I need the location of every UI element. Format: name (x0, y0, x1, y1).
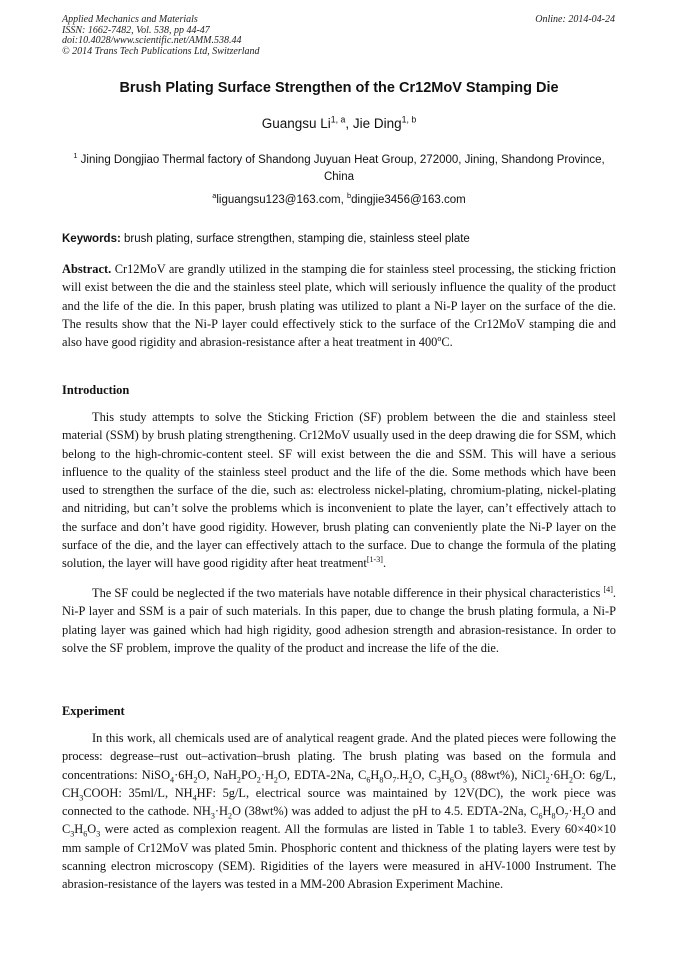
affiliation (62, 152, 616, 186)
abstract-end: C. (441, 335, 453, 350)
abstract (62, 260, 616, 351)
keywords (62, 233, 616, 245)
experiment-paragraph (62, 729, 616, 894)
exp-text: O: 6g/L, CH (62, 767, 616, 800)
exp-text: ·H (568, 804, 582, 819)
email-a: liguangsu123@163.com (216, 194, 341, 206)
intro-p2-text-b: . Ni-P layer and SSM is a pair of such materials. In this paper, due to change the brush plating formula, a Ni-P plating layer was gained which had high rigidity, good adhesion strength and abrasion-resistance. In order to solve the SF problem, improve the quality of the product and increase the life of the die. (62, 586, 616, 655)
online-date-text: Online: 2014-04-24 (535, 14, 615, 25)
introduction-paragraph-2 (62, 584, 616, 657)
exp-sub: 2 (408, 775, 413, 785)
exp-text: were acted as complexion reagent. All the formulas are listed in Table 1 to table3. Every 60×40×10 mm sample of Cr12MoV was plated 5min. Phosphoric content and thickness of the plating layers were test by scanning electron microscopy (SEM). Rigidities of the layers were measured in aHV-1000 Instrument. The abrasion-resistance of the layers was tested in a MM-200 Abrasion Experiment Machine. (62, 822, 616, 892)
author-2-name: Jie Ding (352, 116, 402, 131)
author-separator: , (345, 116, 353, 131)
affiliation-text: Jining Dongjiao Thermal factory of Shandong Juyuan Heat Group, 272000, Jining, Shandong Province, China (77, 154, 605, 183)
author-1-sup: 1, a (330, 114, 346, 125)
intro-p1-end: . (382, 556, 387, 571)
exp-sub: 8 (379, 775, 384, 785)
exp-text: O (555, 804, 565, 819)
exp-sub: 4 (192, 793, 197, 803)
abstract-text: Cr12MoV are grandly utilized in the stamping die for stainless steel processing, the sticking friction will exist between the die and the stainless steel plate, which will seriously influence the quality of the product and the life of the die. In this paper, brush plating was utilized to plant a Ni-P layer on the surface of the die. The results show that the Ni-P layer could effectively stick to the surface of the Cr12MoV stamping die and also have good rigidity and abrasion-resistance after a heat treatment in 400 (62, 262, 616, 350)
issn-line: ISSN: 1662-7482, Vol. 538, pp 44-47 (62, 24, 210, 36)
exp-text: ·H (260, 767, 274, 782)
abstract-label: Abstract. (62, 262, 112, 276)
exp-text: ·6H (174, 767, 194, 782)
exp-sub: 8 (551, 811, 556, 821)
exp-text: O, EDTA-2Na, C (277, 767, 367, 782)
exp-sub: 2 (273, 775, 278, 785)
exp-text: ·6H (549, 767, 569, 782)
exp-sub: 2 (193, 775, 198, 785)
journal-name: Applied Mechanics and Materials (62, 14, 198, 25)
exp-text: .H (396, 767, 409, 782)
email-a-sup: a (212, 191, 217, 201)
exp-text: O (383, 767, 393, 782)
exp-sub: 3 (210, 811, 215, 821)
exp-sub: 7 (564, 811, 569, 821)
intro-p2-ref: [4] (603, 584, 613, 594)
email-b: dingjie3456@163.com (351, 194, 466, 206)
exp-sub: 4 (170, 775, 175, 785)
exp-sub: 7 (392, 775, 397, 785)
exp-text: H (370, 767, 380, 782)
exp-text: H (542, 804, 552, 819)
exp-text: O and C (62, 804, 616, 837)
journal-header (62, 15, 260, 57)
email-line (0, 191, 678, 206)
author-line (0, 116, 678, 131)
exp-sub: 2 (568, 775, 573, 785)
intro-p1-text: This study attempts to solve the Sticking Friction (SF) problem between the die and stainless steel material (SSM) by brush plating strengthening. Cr12MoV usually used in the deep drawing die for SSM, which belong to the high-chromic-content steel. SF will exist between the die and SSM. This will have a serious influence to the quality of the stainless steel product and the life of the die. Some methods which have been used to strengthen the surface of the die, such as: electroless nickel-plating, chromium-plating, nickel-plating and nitriding, but can’t solve the problems which is inconvenient to plate the layer, can’t effectively attach to the surface and don’t have good rigidity. However, brush plating can conveniently plate the Ni-P layer on the surface of the die, and the layer can effectively attach to the surface. Due to change the formula of the plating solution, the layer will have good rigidity after heat treatment (62, 410, 616, 571)
exp-text: O (453, 767, 463, 782)
exp-text: PO (240, 767, 257, 782)
email-b-sup: b (346, 191, 352, 201)
exp-sub: 6 (538, 811, 543, 821)
exp-sub: 6 (449, 775, 454, 785)
exp-sub: 3 (462, 775, 467, 785)
exp-sub: 2 (545, 775, 550, 785)
paper-title: Brush Plating Surface Strengthen of the Cr12MoV Stamping Die (119, 80, 559, 96)
intro-p1-ref: [1-3] (366, 555, 383, 565)
exp-sub: 2 (581, 811, 586, 821)
exp-text: HF: 5g/L, electrical source was maintained by 12V(DC), the work piece was connected to the cathode. NH (62, 785, 616, 819)
exp-text: O, C (412, 767, 437, 782)
copyright-line: © 2014 Trans Tech Publications Ltd, Switzerland (62, 45, 260, 57)
author-2-sup: 1, b (401, 114, 417, 125)
doi-line: doi:10.4028/www.scientific.net/AMM.538.44 (62, 35, 242, 46)
exp-text: H (74, 822, 84, 837)
introduction-paragraph-1 (62, 408, 616, 573)
online-date (535, 15, 615, 26)
exp-text: COOH: 35ml/L, NH (83, 785, 193, 800)
intro-p2-text-a: The SF could be neglected if the two materials have notable difference in their physical characteristics (92, 586, 604, 600)
email-separator: , (340, 194, 347, 206)
exp-sub: 2 (256, 775, 261, 785)
exp-text: In this work, all chemicals used are of analytical reagent grade. And the plated pieces were following the process: degrease–rust out–activation–brush plating. The brush plating was based on the formula and concentrations: NiSO (62, 731, 616, 782)
author-1-name: Guangsu Li (261, 116, 331, 131)
exp-text: (88wt%), NiCl (466, 767, 546, 782)
exp-text: O, NaH (197, 767, 237, 782)
exp-sub: 2 (236, 775, 241, 785)
experiment-heading: Experiment (62, 704, 125, 718)
exp-sub: 3 (96, 829, 101, 839)
abstract-degree-sup: o (437, 334, 442, 344)
exp-sub: 2 (227, 811, 232, 821)
exp-text: H (440, 767, 450, 782)
exp-text: O (87, 822, 97, 837)
keywords-label: Keywords: (62, 233, 121, 245)
exp-sub: 3 (70, 829, 75, 839)
keywords-text: brush plating, surface strengthen, stamping die, stainless steel plate (120, 233, 470, 245)
exp-text: ·H (214, 804, 228, 819)
exp-sub: 6 (366, 775, 371, 785)
exp-sub: 6 (83, 829, 88, 839)
affiliation-sup: 1 (73, 151, 78, 161)
exp-sub: 3 (436, 775, 441, 785)
introduction-heading: Introduction (62, 383, 130, 397)
exp-text: O (38wt%) was added to adjust the pH to 4.5. EDTA-2Na, C (231, 804, 539, 819)
exp-sub: 3 (79, 793, 84, 803)
